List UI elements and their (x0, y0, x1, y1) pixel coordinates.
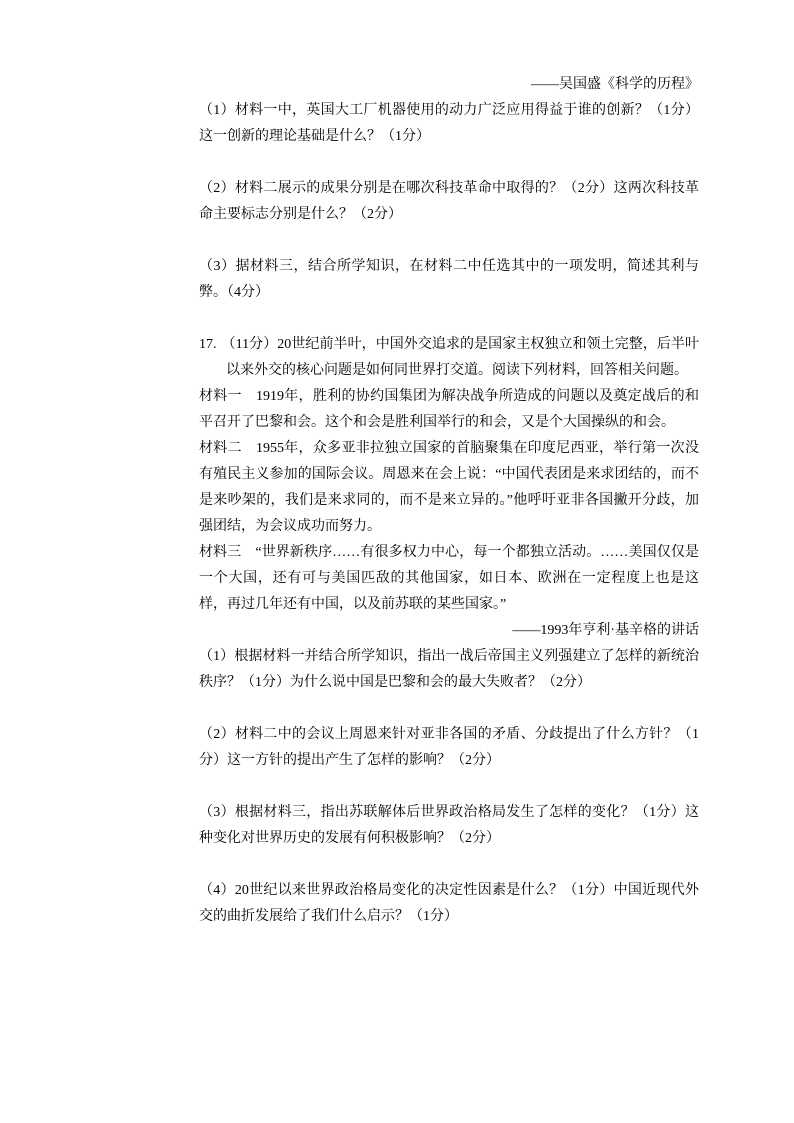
q16-source-attribution: ——吴国盛《科学的历程》 (531, 77, 699, 92)
question17-section (199, 332, 699, 930)
q17-material-3 (199, 540, 699, 618)
q17-stem (199, 332, 699, 384)
question16-continued-section (199, 72, 699, 306)
q17-sub-question-4: （4）20世纪以来世界政治格局变化的决定性因素是什么？（1分）中国近现代外交的曲折发展给了我们什么启示？（1分） (199, 883, 699, 924)
q17-stem-text: （11分）20世纪前半叶，中国外交追求的是国家主权独立和领土完整，后半叶以来外交的核心问题是如何同世界打交道。阅读下列材料，回答相关问题。 (221, 337, 699, 378)
q16-sub-question-2: （2）材料二展示的成果分别是在哪次科技革命中取得的？（2分）这两次科技革命主要标志分别是什么？（2分） (199, 181, 699, 222)
material-2-label: 材料二 (199, 441, 242, 456)
material-1-text: 1919年，胜利的协约国集团为解决战争所造成的问题以及奠定战后的和平召开了巴黎和会。这个和会是胜利国举行的和会，又是个大国操纵的和会。 (199, 389, 699, 430)
material-1-label: 材料一 (199, 389, 242, 404)
q17-material-2 (199, 436, 699, 540)
q16-sub-question-1: （1）材料一中，英国大工厂机器使用的动力广泛应用得益于谁的创新？（1分）这一创新的理论基础是什么？（1分） (199, 103, 699, 144)
material-2-text: 1955年，众多亚非拉独立国家的首脑聚集在印度尼西亚，举行第一次没有殖民主义参加的国际会议。周恩来在会上说：“中国代表团是来求团结的，而不是来吵架的，我们是来求同的，而不是来立异的。”他呼吁亚非各国撇开分歧，加强团结，为会议成功而努力。 (199, 441, 699, 534)
q16-sub-question-3: （3）据材料三，结合所学知识，在材料二中任选其中的一项发明，简述其利与弊。（4分） (199, 259, 699, 300)
q17-material-1 (199, 384, 699, 436)
q17-sub-question-3: （3）根据材料三，指出苏联解体后世界政治格局发生了怎样的变化？（1分）这种变化对世界历史的发展有何积极影响？（2分） (199, 805, 699, 846)
q17-sub-question-2: （2）材料二中的会议上周恩来针对亚非各国的矛盾、分歧提出了什么方针？（1分）这一方针的提出产生了怎样的影响？（2分） (199, 727, 699, 768)
material-3-label: 材料三 (199, 545, 242, 560)
material-3-text: “世界新秩序……有很多权力中心，每一个都独立活动。……美国仅仅是一个大国，还有可与美国匹敌的其他国家，如日本、欧洲在一定程度上也是这样，再过几年还有中国，以及前苏联的某些国家。” (199, 545, 699, 612)
q17-number: 17. (199, 337, 217, 352)
q17-sub-question-1: （1）根据材料一并结合所学知识，指出一战后帝国主义列强建立了怎样的新统治秩序？（1分）为什么说中国是巴黎和会的最大失败者？（2分） (199, 649, 699, 690)
q17-source-attribution: ——1993年亨利·基辛格的讲话 (512, 623, 699, 638)
